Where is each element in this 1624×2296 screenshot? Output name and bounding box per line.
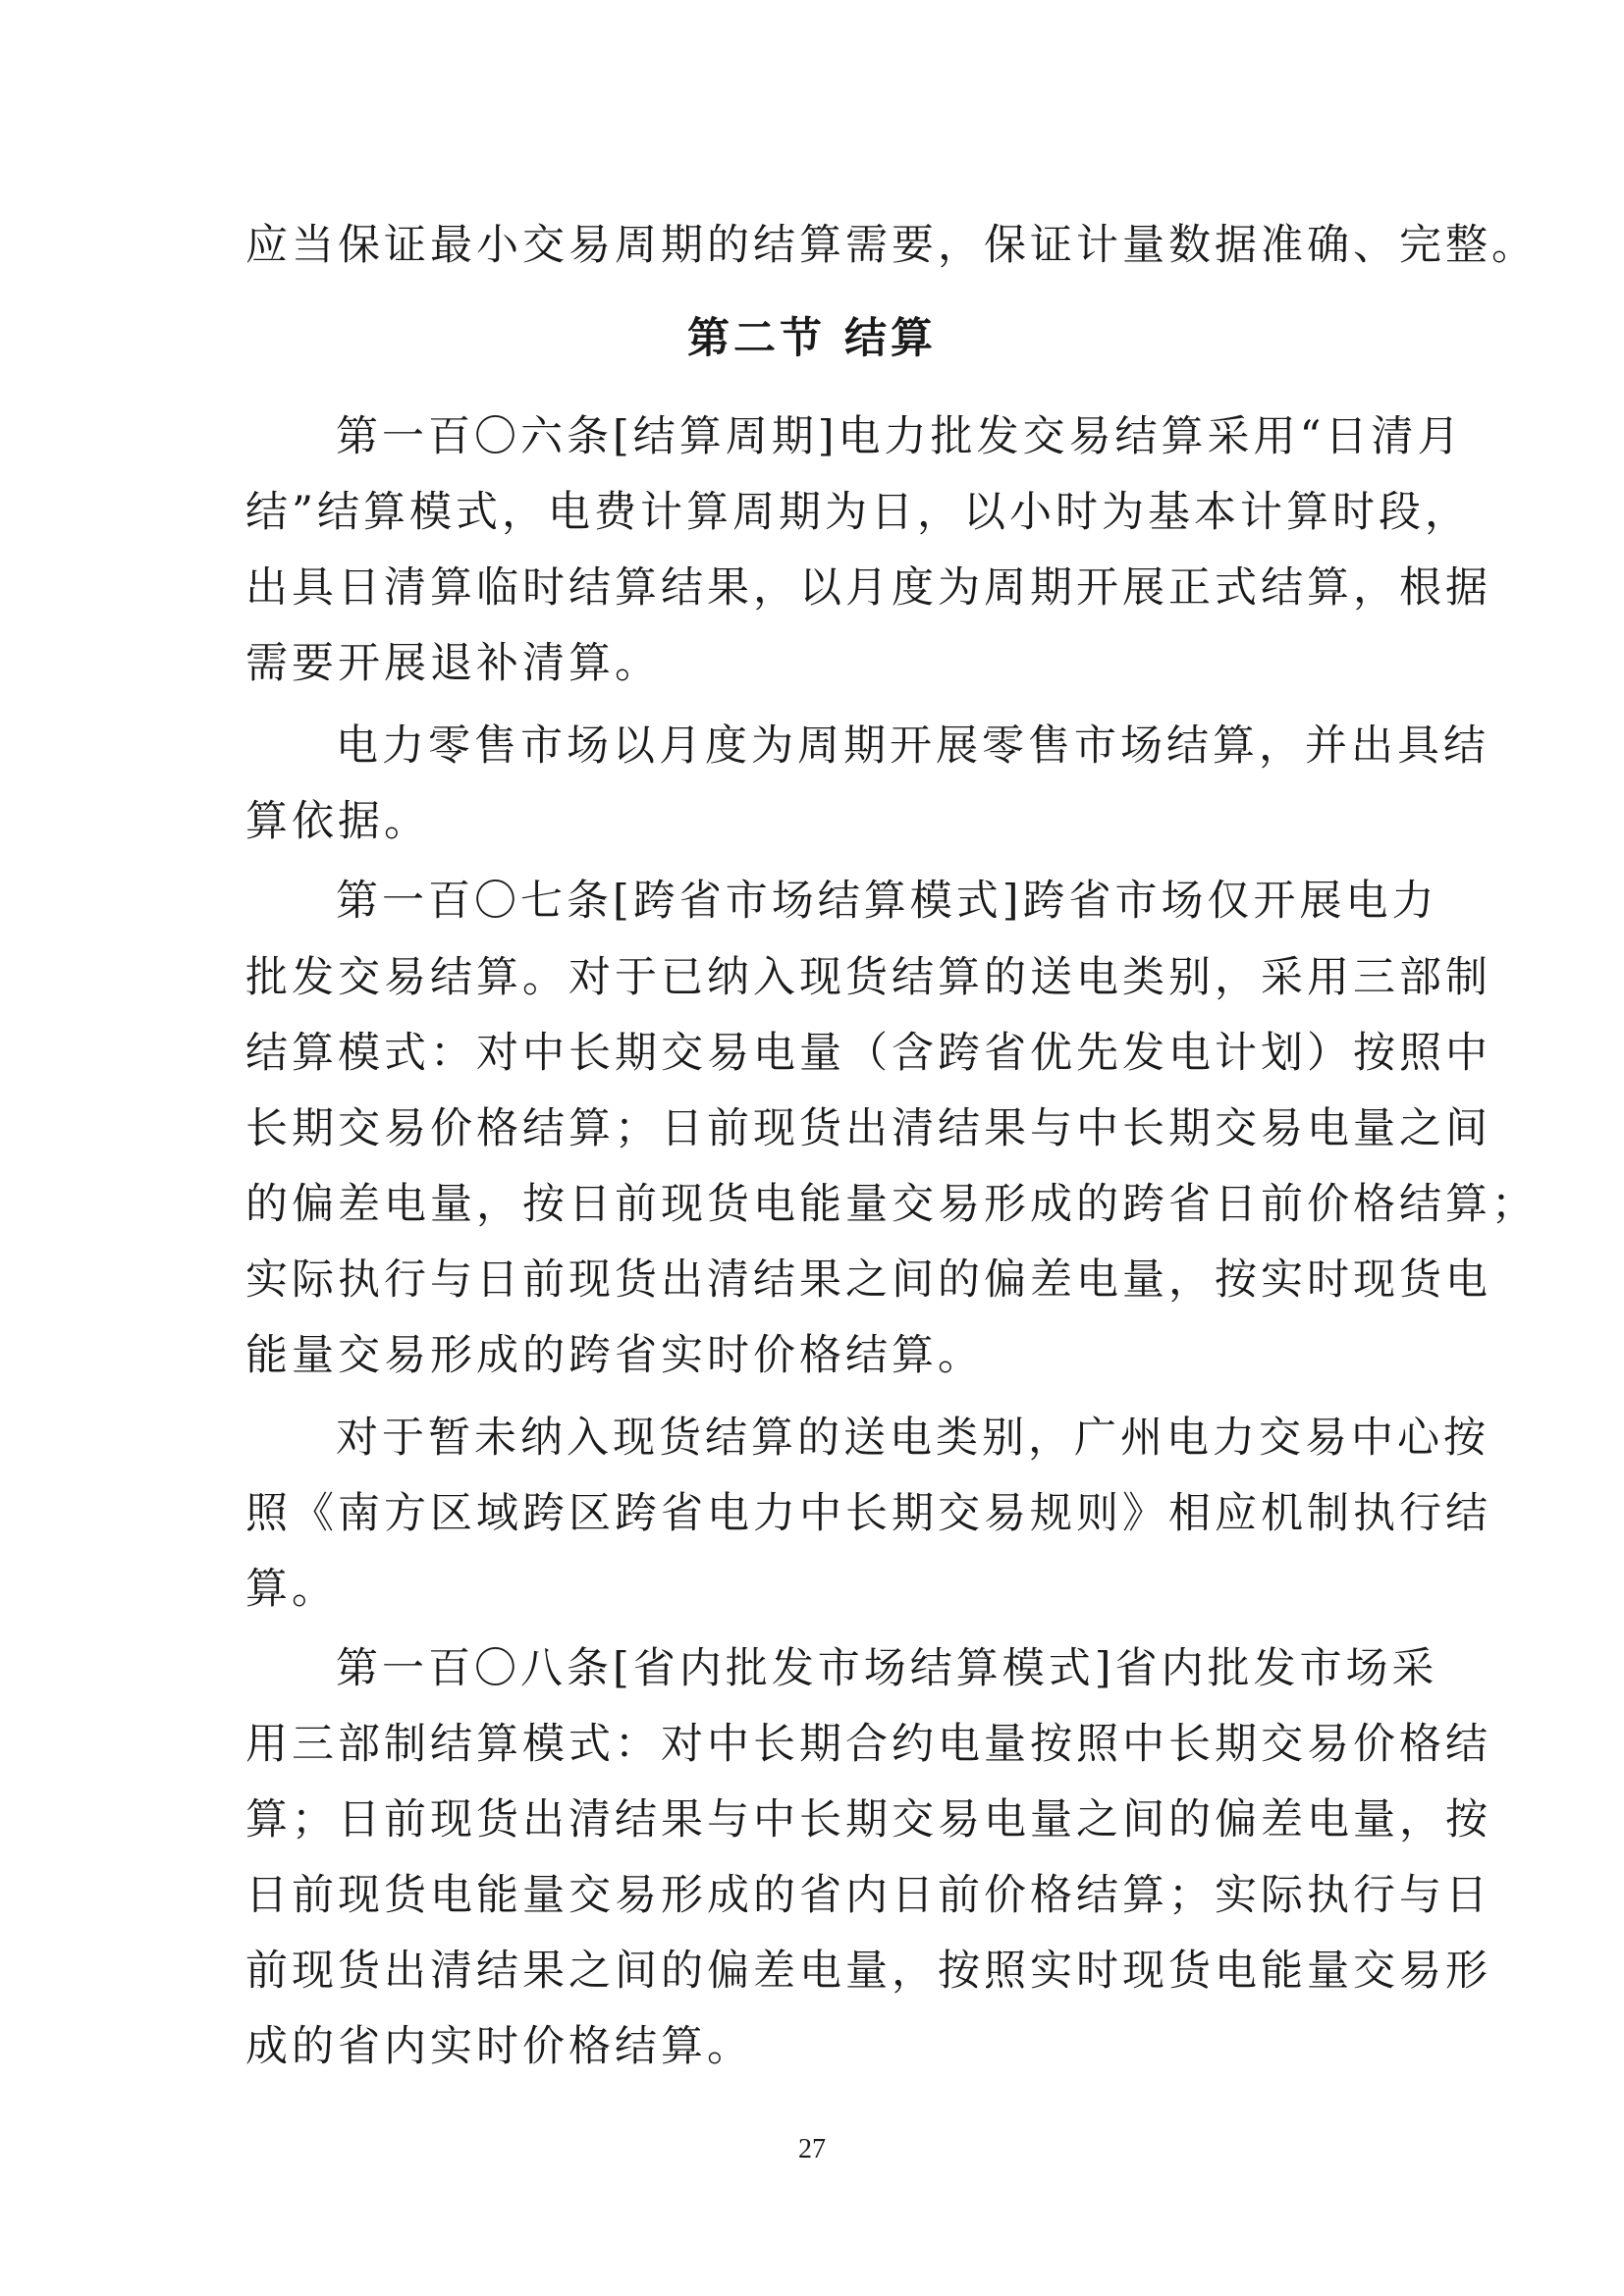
section-heading: 第二节 结算 [687,314,937,363]
paragraph-line: 算；日前现货出清结果与中长期交易电量之间的偏差电量，按 [245,1795,1491,1844]
paragraph-line: 日前现货电能量交易形成的省内日前价格结算；实际执行与日 [245,1871,1491,1920]
paragraph-line: 电力零售市场以月度为周期开展零售市场结算，并出具结 [336,721,1489,771]
paragraph-line: 实际执行与日前现货出清结果之间的偏差电量，按实时现货电 [245,1255,1491,1305]
paragraph-line: 对于暂未纳入现货结算的送电类别，广州电力交易中心按 [336,1414,1489,1463]
continuation-line: 应当保证最小交易周期的结算需要，保证计量数据准确、完整。 [245,221,1538,270]
paragraph-line: 第一百〇六条[结算周期]电力批发交易结算采用“日清月 [336,412,1464,461]
paragraph-line: 算。 [245,1565,338,1614]
paragraph-line: 前现货出清结果之间的偏差电量，按照实时现货电能量交易形 [245,1947,1491,1996]
paragraph-line: 能量交易形成的跨省实时价格结算。 [245,1331,984,1380]
paragraph-line: 算依据。 [245,797,430,846]
paragraph-line: 照《南方区域跨区跨省电力中长期交易规则》相应机制执行结 [245,1489,1491,1538]
paragraph-line: 结”结算模式，电费计算周期为日，以小时为基本计算时段， [245,488,1471,537]
paragraph-line: 批发交易结算。对于已纳入现货结算的送电类别，采用三部制 [245,953,1491,1002]
paragraph-line: 第一百〇七条[跨省市场结算模式]跨省市场仅开展电力 [336,877,1438,926]
paragraph-line: 出具日清算临时结算结果，以月度为周期开展正式结算，根据 [245,563,1491,613]
paragraph-line: 第一百〇八条[省内批发市场结算模式]省内批发市场采 [336,1644,1438,1693]
page-number: 27 [798,2134,826,2164]
paragraph-line: 的偏差电量，按日前现货电能量交易形成的跨省日前价格结算； [245,1180,1538,1229]
paragraph-line: 用三部制结算模式：对中长期合约电量按照中长期交易价格结 [245,1720,1491,1769]
paragraph-line: 需要开展退补清算。 [245,639,661,688]
paragraph-line: 成的省内实时价格结算。 [245,2022,753,2071]
paragraph-line: 结算模式：对中长期交易电量（含跨省优先发电计划）按照中 [245,1029,1491,1078]
paragraph-line: 长期交易价格结算；日前现货出清结果与中长期交易电量之间 [245,1104,1491,1153]
